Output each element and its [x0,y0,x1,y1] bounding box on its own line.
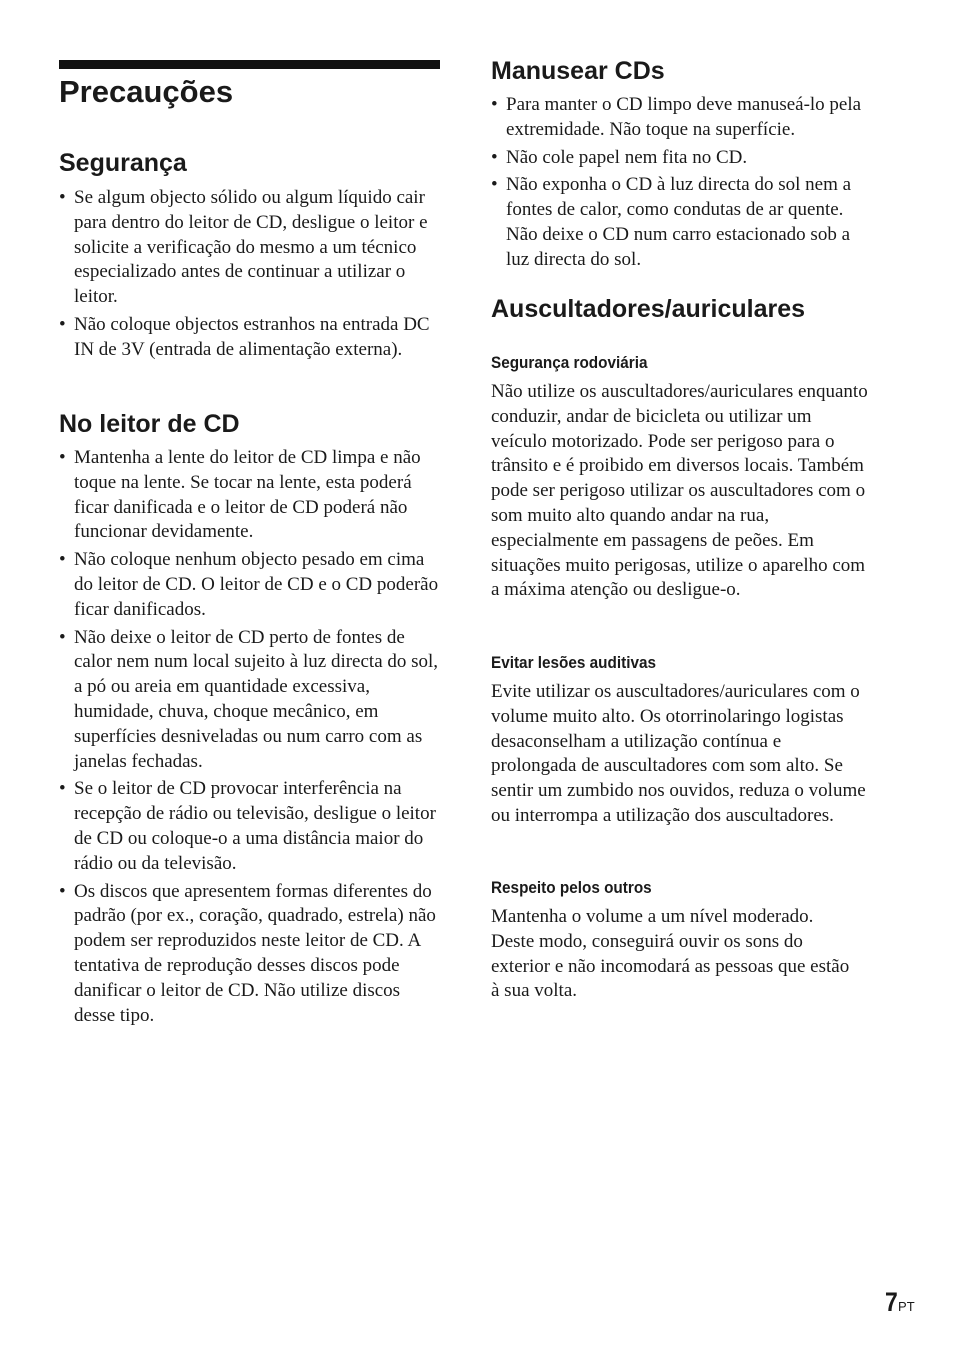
bullet-icon: • [59,447,66,468]
list-item: • Se o leitor de CD provocar interferência na recepção de rádio ou televisão, desligue o leitor de CD ou coloque-o a uma distância maior do rádio ou da televisão. [59,778,436,874]
list-leitor [59,446,443,1031]
subheading-respeito: Respeito pelos outros [491,878,652,897]
bullet-icon: • [59,549,66,571]
page-language-code: PT [898,1299,915,1314]
heading-leitor: No leitor de CD [59,410,240,438]
page-number-value: 7 [885,1287,898,1317]
subheading-evitar-lesoes: Evitar lesões auditivas [491,653,656,672]
page-title: Precauções [59,74,234,109]
bullet-icon: • [59,313,66,335]
list-item: • Os discos que apresentem formas diferentes do padrão (por ex., coração, quadrado, estrela) não podem ser reproduzidos neste leitor de CD. A tentativa de reprodução desses discos pode danificar o leitor de CD. Não utilize discos desse tipo. [59,880,436,1026]
list-item: • Não coloque nenhum objecto pesado em cima do leitor de CD. O leitor de CD e o CD poderão ficar danificados. [59,549,439,620]
paragraph-evitar-lesoes: Evite utilizar os auscultadores/auriculares com o volume muito alto. Os otorrinolaringo logistas desaconselham a utilização contínua e prolongada de auscultadores com som alto. Se sentir um zumbido nos ouvidos, reduza o volume ou interrompa a utilização dos auscultadores. [491,681,866,826]
title-rule [59,60,440,69]
bullet-icon: • [59,880,66,902]
list-item: • Não exponha o CD à luz directa do sol nem a fontes de calor, como condutas de ar quente. Não deixe o CD num carro estacionado sob a luz directa do sol. [491,174,852,270]
list-seguranca [59,186,443,366]
heading-auscultadores: Auscultadores/auriculares [491,295,806,323]
bullet-icon: • [491,146,498,168]
bullet-icon: • [59,187,66,208]
bullet-icon: • [491,174,498,196]
paragraph-respeito: Mantenha o volume a um nível moderado. Deste modo, conseguirá ouvir os sons do exterior e não incomodará as pessoas que estão à sua volta. [491,906,850,1002]
bullet-icon: • [491,94,498,115]
list-manusear [491,93,871,276]
heading-manusear: Manusear CDs [491,57,665,85]
subheading-seguranca-rodoviaria: Segurança rodoviária [491,353,648,372]
list-item: • Não cole papel nem fita no CD. [491,146,871,171]
bullet-icon: • [59,626,66,648]
heading-seguranca: Segurança [59,149,187,177]
list-item: • Mantenha a lente do leitor de CD limpa e não toque na lente. Se tocar na lente, esta poderá ficar danificada e o leitor de CD poderá não funcionar devidamente. [59,447,421,543]
list-item: • Não deixe o leitor de CD perto de fontes de calor nem num local sujeito à luz directa do sol, a pó ou areia em quantidade excessiva, humidade, chuva, choque mecânico, em superfícies desniveladas ou num carro com as janelas fechadas. [59,626,439,772]
page-number [885,1284,915,1320]
paragraph-seguranca-rodoviaria: Não utilize os auscultadores/auriculares enquanto conduzir, andar de bicicleta ou utilizar um veículo motorizado. Pode ser perigoso para o trânsito e é proibido em diversos locais. Também pode ser perigoso utilizar os auscultadores com o som muito alto quando andar na rua, especialmente em passagens de peões. Em situações muito perigosas, utilize o aparelho com a máxima atenção ou desligue-o. [491,381,868,601]
list-item: • Não coloque objectos estranhos na entrada DC IN de 3V (entrada de alimentação externa). [59,313,430,360]
list-item: • Para manter o CD limpo deve manuseá-lo pela extremidade. Não toque na superfície. [491,94,862,140]
bullet-icon: • [59,778,66,800]
list-item: • Se algum objecto sólido ou algum líquido cair para dentro do leitor de CD, desligue o leitor e solicite a verificação do mesmo a um técnico especializado antes de continuar a utilizar o leitor. [59,187,428,308]
